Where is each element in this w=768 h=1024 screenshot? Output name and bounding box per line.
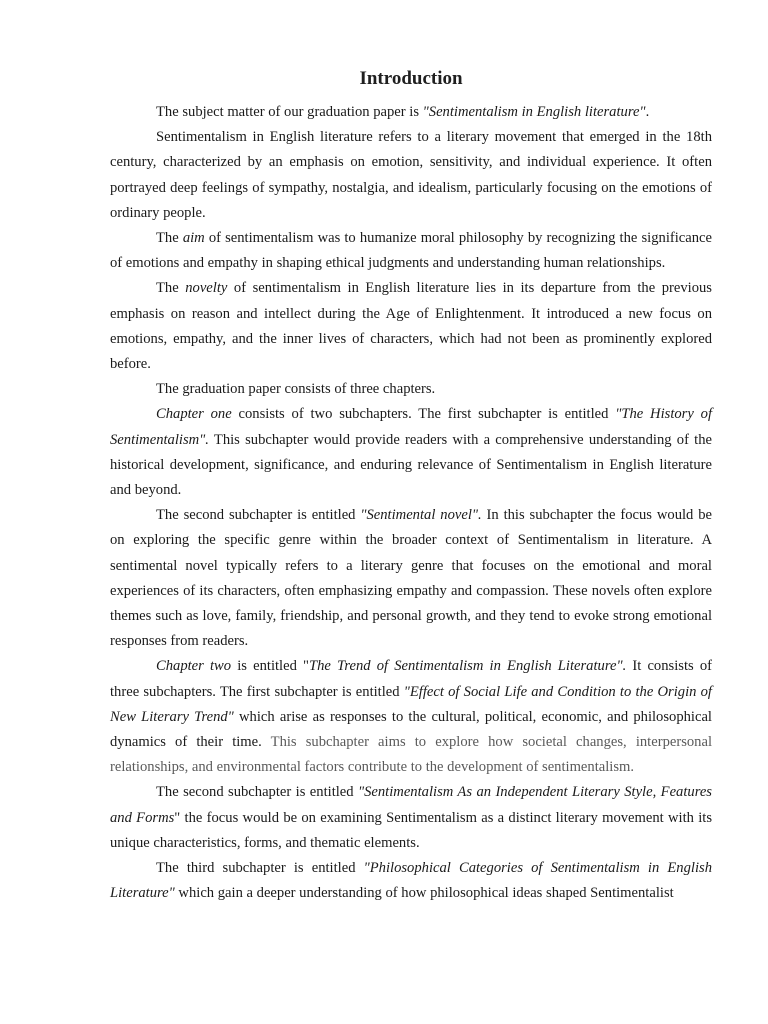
paragraph-aim: The aim of sentimentalism was to humanize moral philosophy by recognizing the significance of emotions and empathy in shaping ethical judgments and understanding human relationships. — [110, 230, 712, 272]
paragraph-novelty: The novelty of sentimentalism in English literature lies in its departure from the previous emphasis on reason and intellect during the Age of Enlightenment. It introduced a new focus on emotions, empathy, and the inner lives of characters, which had not been as prominently explored before. — [110, 280, 712, 373]
paragraph-structure: The graduation paper consists of three chapters. — [156, 381, 436, 398]
paragraph-chapter-two: Chapter two is entitled "The Trend of Sentimentalism in English Literature". It consists of three subchapters. The first subchapter is entitled "Effect of Social Life and Condition to the Origin of New Literary Trend" which arise as responses to the cultural, political, economic, and philosophical dynamics of their time. This subchapter aims to explore how societal changes, interpersonal relationships, and environmental factors contribute to the development of sentimentalism. — [110, 658, 713, 776]
page-title: Introduction — [359, 68, 463, 89]
document-body — [110, 100, 712, 907]
paragraph-subject: The subject matter of our graduation paper is "Sentimentalism in English literature". — [156, 104, 650, 120]
paragraph-chapter-one: Chapter one consists of two subchapters. The first subchapter is entitled "The History of Sentimentalism". This subchapter would provide readers with a comprehensive understanding of the historical development, significance, and enduring relevance of Sentimentalism in English literature and beyond. — [110, 406, 712, 499]
paragraph-third-subchapter: The third subchapter is entitled "Philosophical Categories of Sentimentalism in English Literature" which gain a deeper understanding of how philosophical ideas shaped Sentimentalist — [110, 860, 712, 902]
paragraph-sentimental-novel: The second subchapter is entitled "Sentimental novel". In this subchapter the focus would be on exploring the specific genre within the broader context of Sentimentalism in literature. A sentimental novel typically refers to a literary genre that focuses on the emotional and moral experiences of its characters, often emphasizing empathy and compassion. These novels often explore themes such as love, family, friendship, and personal growth, and they tend to evoke strong emotional responses from readers. — [110, 507, 712, 650]
paragraph-definition: Sentimentalism in English literature refers to a literary movement that emerged in the 18th century, characterized by an emphasis on emotion, sensitivity, and individual experience. It often portrayed deep feelings of sympathy, nostalgia, and idealism, particularly focusing on the emotions of ordinary people. — [110, 129, 712, 221]
paragraph-second-subchapter: The second subchapter is entitled "Sentimentalism As an Independent Literary Style, Features and Forms" the focus would be on examining Sentimentalism as a distinct literary movement with its unique characteristics, forms, and thematic elements. — [110, 784, 712, 851]
